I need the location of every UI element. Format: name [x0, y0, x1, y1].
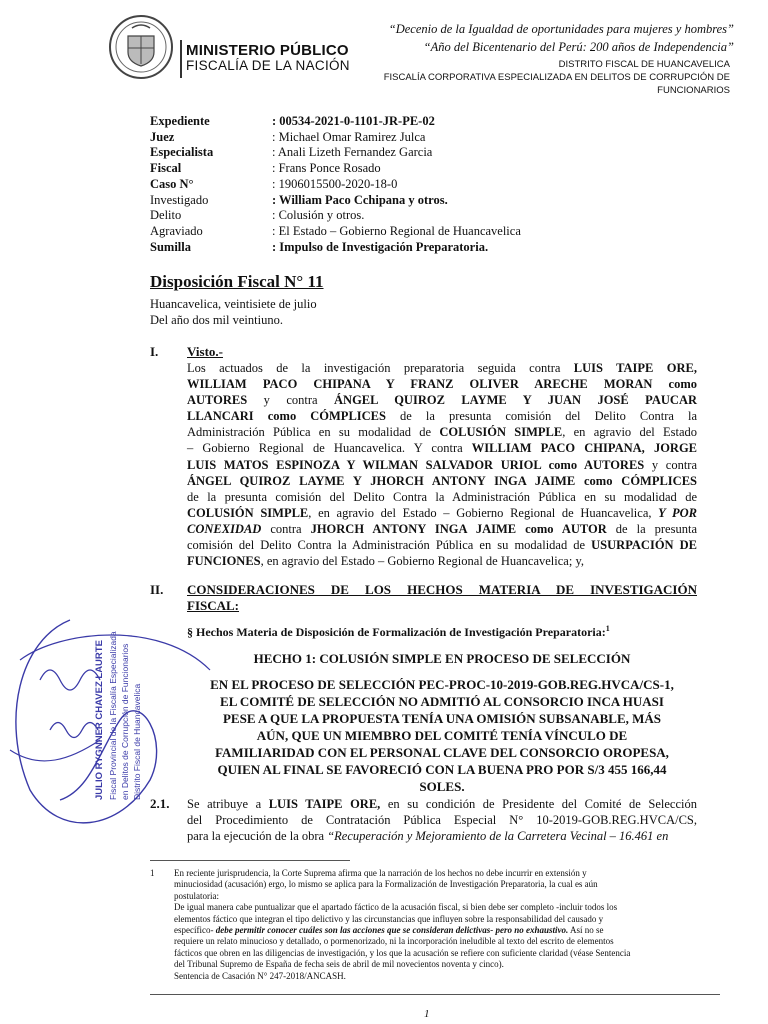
case-metadata	[150, 114, 521, 255]
office-line-1: FISCALÍA CORPORATIVA ESPECIALIZADA EN DELITOS DE CORRUPCIÓN DE	[383, 72, 730, 83]
text-line: WILLIAM PACO CHIPANA Y FRANZ OLIVER ARECHE MORAN como	[187, 377, 697, 392]
text-line: para la ejecución de la obra “Recuperación y Mejoramiento de la Carretera Vecinal – 16.461 en	[187, 829, 669, 844]
case-metadata-value: : El Estado – Gobierno Regional de Huancavelica	[272, 223, 521, 238]
case-metadata-label: Juez	[150, 129, 175, 144]
document-title: Disposición Fiscal N° 11	[150, 272, 324, 291]
case-metadata-value: : 1906015500-2020-18-0	[272, 176, 398, 191]
case-metadata-value: : Frans Ponce Rosado	[272, 161, 381, 176]
stamp-line-4: Distrito Fiscal de Huancavelica	[132, 683, 142, 800]
hecho-1-title: HECHO 1: COLUSIÓN SIMPLE EN PROCESO DE SELECCIÓN	[253, 651, 631, 666]
text-line: del Procedimiento de Contratación Pública Especial N° 10-2019-GOB.REG.HVCA/CS,	[187, 813, 697, 828]
page-number: 1	[424, 1008, 430, 1020]
text-line: CONEXIDAD contra JHORCH ANTONY INGA JAIME como AUTOR de la presunta	[187, 521, 697, 536]
text-line: – Gobierno Regional de Huancavelica. Y contra WILLIAM PACO CHIPANA, JORGE	[187, 441, 697, 456]
text-line: Administración Pública en su modalidad de COLUSIÓN SIMPLE, en agravio del Estado	[187, 425, 698, 440]
case-metadata-label: Expediente	[150, 114, 210, 128]
section-2-number: II.	[150, 582, 164, 597]
section-2-subheading-text: § Hechos Materia de Disposición de Formalización de Investigación Preparatoria:	[187, 625, 606, 639]
stamp-line-3: en Delitos de Corrupción de Funcionarios	[120, 643, 130, 800]
motto-line-2: “Año del Bicentenario del Perú: 200 años de Independencia”	[423, 40, 734, 54]
text-line: En reciente jurisprudencia, la Corte Suprema afirma que la narración de los hechos no debe incurrir en extensión y	[174, 868, 587, 878]
footnote-separator	[150, 860, 350, 861]
text-line: Sentencia de Casación N° 247-2018/ANCASH.	[174, 970, 346, 981]
section-2-subheading	[187, 624, 610, 640]
text-line: Se atribuye a LUIS TAIPE ORE, en su condición de Presidente del Comité de Selección	[187, 797, 697, 811]
text-line: del Tribunal Supremo de España de fecha seis de abril de mil novecientos noventa y cinco).	[174, 959, 504, 970]
case-metadata-label: Sumilla	[150, 239, 191, 254]
text-line: De igual manera cabe puntualizar que el apartado fáctico de la acusación fiscal, si bien debe ser completo -incluir todos los	[174, 902, 618, 913]
section-2-1-body	[187, 796, 697, 844]
place-date-line-2: Del año dos mil veintiuno.	[150, 313, 283, 327]
header-divider	[180, 40, 182, 78]
section-1-number: I.	[150, 344, 159, 359]
text-line: AUTORES y contra ÁNGEL QUIROZ LAYME Y JUAN JOSÉ PAUCAR	[187, 393, 697, 408]
hecho-1-description	[187, 676, 697, 795]
stamp-line-1: JULIO RYGNNER CHAVEZ LAURTE	[94, 640, 105, 800]
case-metadata-row	[150, 177, 521, 193]
institution-subname: FISCALÍA DE LA NACIÓN	[186, 58, 350, 73]
text-line: postulatoria:	[174, 890, 219, 901]
footnote-text	[174, 868, 720, 982]
hecho-line: EL COMITÉ DE SELECCIÓN NO ADMITIÓ AL CONSORCIO INCA HUASI	[220, 694, 664, 709]
handwritten-signature-icon	[0, 600, 240, 860]
case-metadata-label: Caso N°	[150, 176, 194, 191]
footnote-number: 1	[150, 868, 155, 878]
motto-line-1: “Decenio de la Igualdad de oportunidades para mujeres y hombres”	[388, 22, 734, 36]
case-metadata-value: : Anali Lizeth Fernandez Garcia	[272, 145, 433, 160]
section-1-heading: Visto.-	[187, 344, 223, 359]
hecho-line: EN EL PROCESO DE SELECCIÓN PEC-PROC-10-2019-GOB.REG.HVCA/CS-1,	[210, 677, 674, 692]
case-metadata-row	[150, 240, 521, 256]
case-metadata-value: : William Paco Cchipana y otros.	[272, 192, 448, 207]
stamp-line-2: Fiscal Provincial de la Fiscalía Especializada	[108, 631, 118, 800]
case-metadata-value: : 00534-2021-0-1101-JR-PE-02	[272, 114, 435, 128]
office-line-2: FUNCIONARIOS	[657, 85, 730, 96]
section-2-heading-line-1: CONSIDERACIONES DE LOS HECHOS MATERIA DE INVESTIGACIÓN	[187, 582, 697, 597]
text-line: FUNCIONES, en agravio del Estado – Gobierno Regional de Huancavelica; y,	[187, 554, 585, 569]
institution-name: MINISTERIO PÚBLICO	[186, 42, 349, 59]
section-2-1-number: 2.1.	[150, 796, 170, 811]
case-metadata-label: Agraviado	[150, 223, 203, 238]
text-line: Los actuados de la investigación preparatoria seguida contra LUIS TAIPE ORE,	[187, 361, 697, 375]
hecho-line: SOLES.	[419, 779, 465, 794]
footnote-ref: 1	[605, 624, 610, 633]
text-line: LLANCARI como CÓMPLICES de la presunta comisión del Delito Contra la	[187, 409, 697, 424]
place-date-line-1: Huancavelica, veintisiete de julio	[150, 297, 317, 311]
case-metadata-label: Fiscal	[150, 161, 182, 176]
hecho-line: FAMILIARIDAD CON EL PERSONAL CLAVE DEL CONSORCIO OROPESA,	[215, 745, 669, 760]
ministerio-publico-seal-icon	[108, 14, 174, 80]
case-metadata-row	[150, 145, 521, 161]
district-name: DISTRITO FISCAL DE HUANCAVELICA	[558, 59, 730, 70]
text-line: requiere un relato minucioso y detallado, o pormenorizado, ni la incorporación ineludible al texto del escrito de elementos	[174, 936, 614, 947]
text-line: específico- debe permitir conocer cuáles son las acciones que se consideran delictivas- pero no exhaustivo. Así no se	[174, 925, 604, 936]
text-line: de la presunta comisión del Delito Contra la Administración Pública en su modalidad de	[187, 489, 697, 504]
hecho-line: PESE A QUE LA PROPUESTA TENÍA UNA OMISIÓN SUBSANABLE, MÁS	[222, 711, 661, 726]
text-line: elementos fáctico que integran el tipo delictivo y las circunstancias que influyen sobre la responsabilidad del causado y	[174, 913, 604, 924]
text-line: comisión del Delito Contra la Administración Pública en su modalidad de USURPACIÓN DE	[187, 538, 697, 553]
section-1-body	[187, 360, 697, 569]
hecho-line: AÚN, QUE UN MIEMBRO DEL COMITÉ TENÍA VÍNCULO DE	[256, 728, 628, 743]
text-line: minuciosidad (acusación) ergo, lo mismo se aplica para la Formalización de Investigación Preparatoria, la cual es aún	[174, 879, 598, 890]
case-metadata-label: Delito	[150, 208, 182, 223]
hecho-line: QUIEN AL FINAL SE FAVORECIÓ CON LA BUENA PRO POR S/3 455 166,44	[217, 762, 667, 777]
text-line: COLUSIÓN SIMPLE, en agravio del Estado – Gobierno Regional de Huancavelica, Y POR	[187, 505, 698, 520]
section-2-heading-line-2: FISCAL:	[187, 598, 240, 613]
place-date	[150, 296, 317, 328]
case-metadata-value: : Colusión y otros.	[272, 208, 365, 223]
case-metadata-label: Especialista	[150, 145, 214, 160]
case-metadata-row	[150, 208, 521, 224]
case-metadata-value: : Impulso de Investigación Preparatoria.	[272, 239, 489, 254]
case-metadata-row	[150, 193, 521, 209]
office-block	[384, 58, 730, 97]
case-metadata-row	[150, 130, 521, 146]
case-metadata-label: Investigado	[150, 192, 209, 207]
text-line: LUIS MATOS ESPINOZA Y WILMAN SALVADOR URIOL como AUTORES y contra	[187, 457, 698, 472]
text-line: ÁNGEL QUIROZ LAYME Y JHORCH ANTONY INGA JAIME como CÓMPLICES	[187, 473, 697, 488]
case-metadata-row	[150, 114, 521, 130]
case-metadata-value: : Michael Omar Ramirez Julca	[272, 129, 426, 144]
case-metadata-row	[150, 161, 521, 177]
footnote	[150, 868, 720, 982]
bottom-rule	[150, 994, 720, 995]
text-line: fácticos que obren en las diligencias de investigación, y los que la acusación se refiere con suficiente claridad (véase Sentencia	[174, 947, 631, 958]
case-metadata-row	[150, 224, 521, 240]
